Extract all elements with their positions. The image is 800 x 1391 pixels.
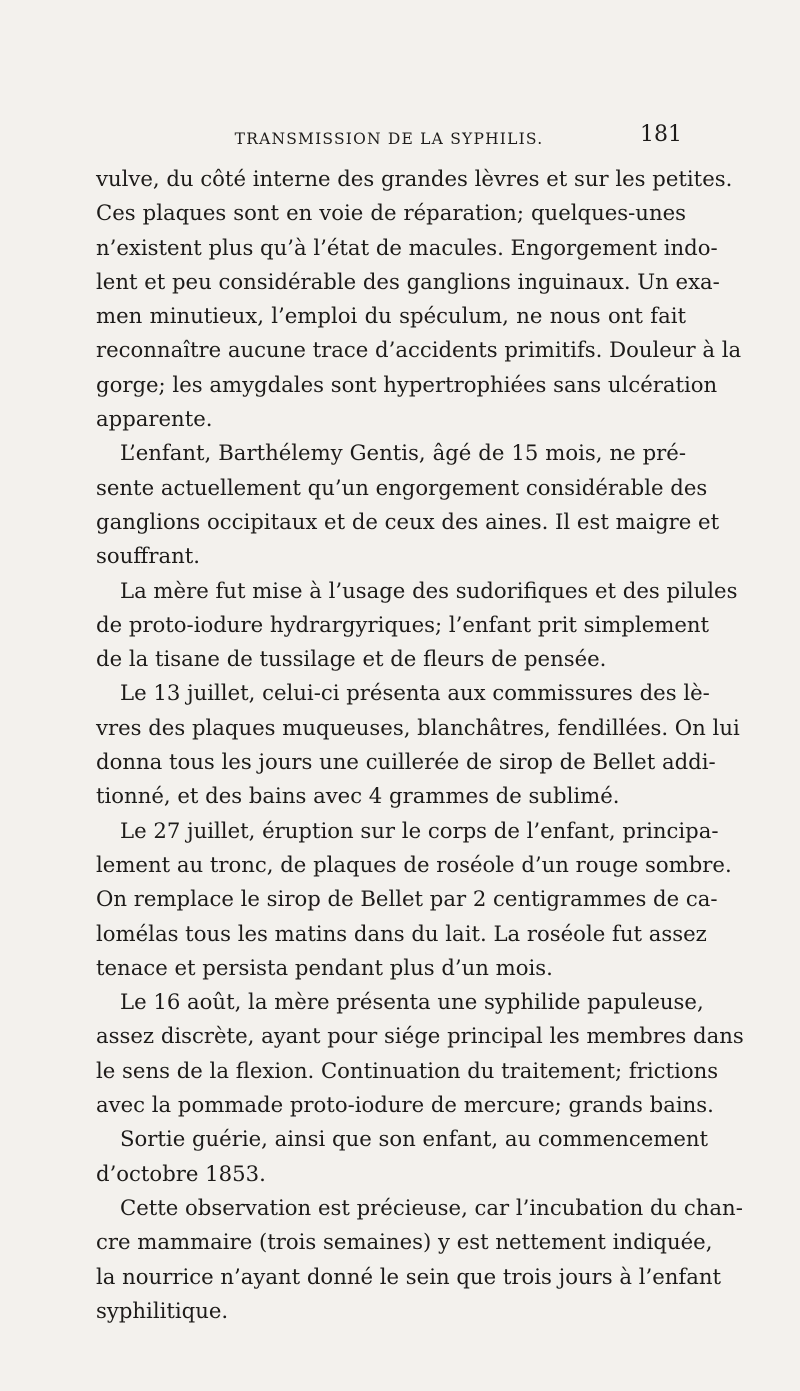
text-line: cre mammaire (trois semaines) y est nettement indiquée, [96, 1229, 713, 1255]
running-title: TRANSMISSION DE LA SYPHILIS. [234, 130, 544, 148]
text-line: lent et peu considérable des ganglions inguinaux. Un exa- [96, 268, 720, 294]
text-line: tenace et persista pendant plus d’un mois. [96, 954, 553, 980]
text-line: le sens de la flexion. Continuation du traitement; frictions [96, 1057, 719, 1083]
text-line: Ces plaques sont en voie de réparation; quelques-unes [96, 200, 686, 226]
text-line: assez discrète, ayant pour siége principal les membres dans [96, 1023, 744, 1049]
text-line: de la tisane de tussilage et de fleurs de pensée. [96, 646, 607, 672]
page-header [96, 122, 682, 152]
text-line: Le 13 juillet, celui-ci présenta aux commissures des lè- [120, 680, 710, 706]
text-line: souffrant. [96, 543, 200, 569]
text-line: apparente. [96, 406, 213, 432]
text-line: de proto-iodure hydrargyriques; l’enfant prit simplement [96, 611, 710, 637]
text-line: n’existent plus qu’à l’état de macules. Engorgement indo- [96, 234, 718, 260]
text-line: Sortie guérie, ainsi que son enfant, au commencement [120, 1126, 709, 1152]
text-line: vulve, du côté interne des grandes lèvres et sur les petites. [96, 166, 733, 191]
text-line: Le 27 juillet, éruption sur le corps de l’enfant, principa- [120, 817, 719, 843]
text-line: lomélas tous les matins dans du lait. La roséole fut assez [96, 920, 707, 946]
text-line: avec la pommade proto-iodure de mercure; grands bains. [96, 1092, 714, 1118]
text-line: vres des plaques muqueuses, blanchâtres, fendillées. On lui [96, 714, 740, 740]
page-number: 181 [640, 122, 682, 147]
text-line: la nourrice n’ayant donné le sein que trois jours à l’enfant [96, 1263, 722, 1289]
text-line: reconnaître aucune trace d’accidents primitifs. Douleur à la [96, 337, 742, 363]
text-line: L’enfant, Barthélemy Gentis, âgé de 15 mois, ne pré- [120, 440, 686, 466]
body-text [96, 162, 744, 1328]
text-line: Le 16 août, la mère présenta une syphilide papuleuse, [120, 989, 704, 1015]
text-line: sente actuellement qu’un engorgement considérable des [96, 474, 708, 500]
text-line: lement au tronc, de plaques de roséole d’un rouge sombre. [96, 851, 732, 877]
text-line: men minutieux, l’emploi du spéculum, ne nous ont fait [96, 303, 686, 329]
text-line: gorge; les amygdales sont hypertrophiées sans ulcération [96, 371, 718, 397]
text-line: Cette observation est précieuse, car l’incubation du chan- [120, 1194, 743, 1220]
text-line: syphilitique. [96, 1297, 229, 1323]
text-line: On remplace le sirop de Bellet par 2 centigrammes de ca- [96, 886, 718, 912]
text-line: tionné, et des bains avec 4 grammes de sublimé. [96, 783, 620, 809]
text-line: La mère fut mise à l’usage des sudorifiques et des pilules [120, 577, 738, 603]
text-line: d’octobre 1853. [96, 1160, 266, 1186]
text-line: ganglions occipitaux et de ceux des aines. Il est maigre et [96, 508, 720, 534]
text-line: donna tous les jours une cuillerée de sirop de Bellet addi- [96, 749, 716, 775]
